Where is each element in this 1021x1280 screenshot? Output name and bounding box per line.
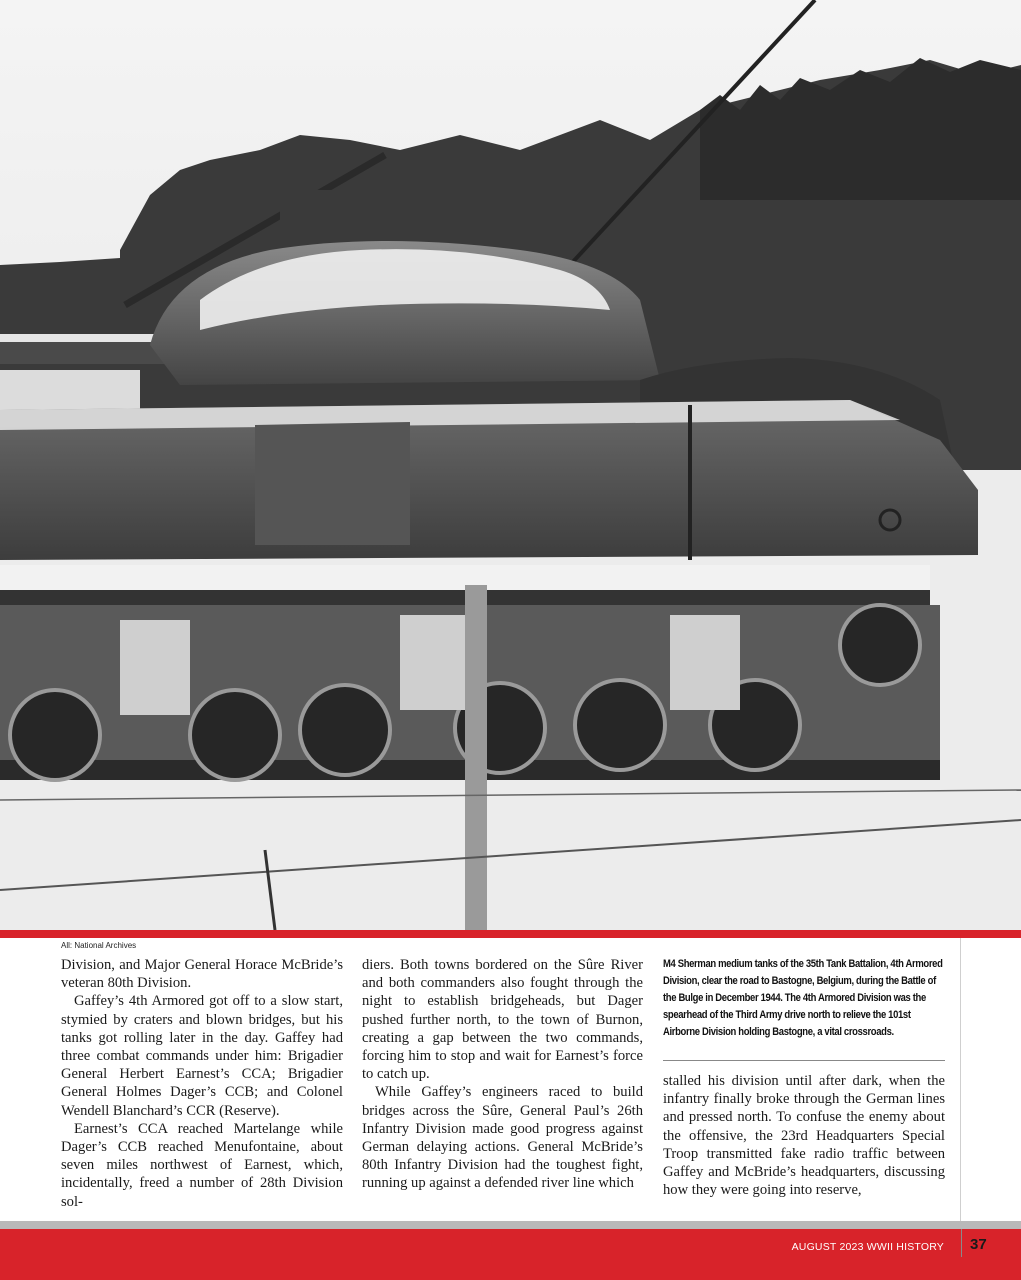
text-column-3 <box>663 1072 945 1199</box>
red-divider-rule <box>0 930 1021 938</box>
page-number: 37 <box>970 1236 987 1253</box>
caption-divider <box>663 1060 945 1061</box>
footer-bar <box>0 1229 1021 1280</box>
text-column-2 <box>362 956 643 1193</box>
issue-label: AUGUST 2023 WWII HISTORY <box>791 1241 944 1253</box>
paragraph: Gaffey’s 4th Armored got off to a slow start, stymied by craters and blown bridges, but his tanks got rolling later in the day. Gaffey had three combat commands under him: Brigadier General Herbert Earnest’s CCA; Brigadier General Holmes Dager’s CCB; and Colonel Wendell Blanchard’s CCR (Reserve). <box>61 993 343 1119</box>
paragraph: diers. Both towns bordered on the Sûre River and both commanders also fought through the night to establish bridgeheads, but Dager pushed further north, to the town of Burnon, creating a gap between the two commands, forcing him to stop and wait for Earnest’s force to catch up. <box>362 957 643 1083</box>
photo-caption: M4 Sherman medium tanks of the 35th Tank Battalion, 4th Armored Division, clear the road to Bastogne, Belgium, during the Battle of the Bulge in December 1944. The 4th Armored Division was the spearhead of the Third Army drive north to relieve the 101st Airborne Division holding Bastogne, a vital crossroads. <box>663 958 943 1038</box>
margin-rule <box>960 938 961 1222</box>
paragraph: stalled his division until after dark, when the infantry finally broke through the German lines and pressed north. To confuse the enemy about the offensive, the 23rd Headquarters Special Troop transmitted fake radio traffic between Gaffey and McBride’s headquarters, discussing how they were going into reserve, <box>663 1073 945 1199</box>
footer-grey-bar <box>0 1221 1021 1229</box>
fence-post <box>465 585 487 930</box>
page-number-divider <box>961 1229 962 1257</box>
text-column-1 <box>61 956 343 1211</box>
paragraph: While Gaffey’s engineers raced to build bridges across the Sûre, General Paul’s 26th Infantry Division made good progress against German delaying actions. General McBride’s 80th Infantry Division had the toughest fight, running up against a defended river line which <box>362 1084 643 1192</box>
paragraph: Earnest’s CCA reached Martelange while Dager’s CCB reached Menufontaine, about seven miles northwest of Earnest, which, incidentally, freed a number of 28th Division sol- <box>61 1120 343 1210</box>
photo-credit: All: National Archives <box>61 941 137 950</box>
paragraph: Division, and Major General Horace McBride’s veteran 80th Division. <box>61 957 343 992</box>
